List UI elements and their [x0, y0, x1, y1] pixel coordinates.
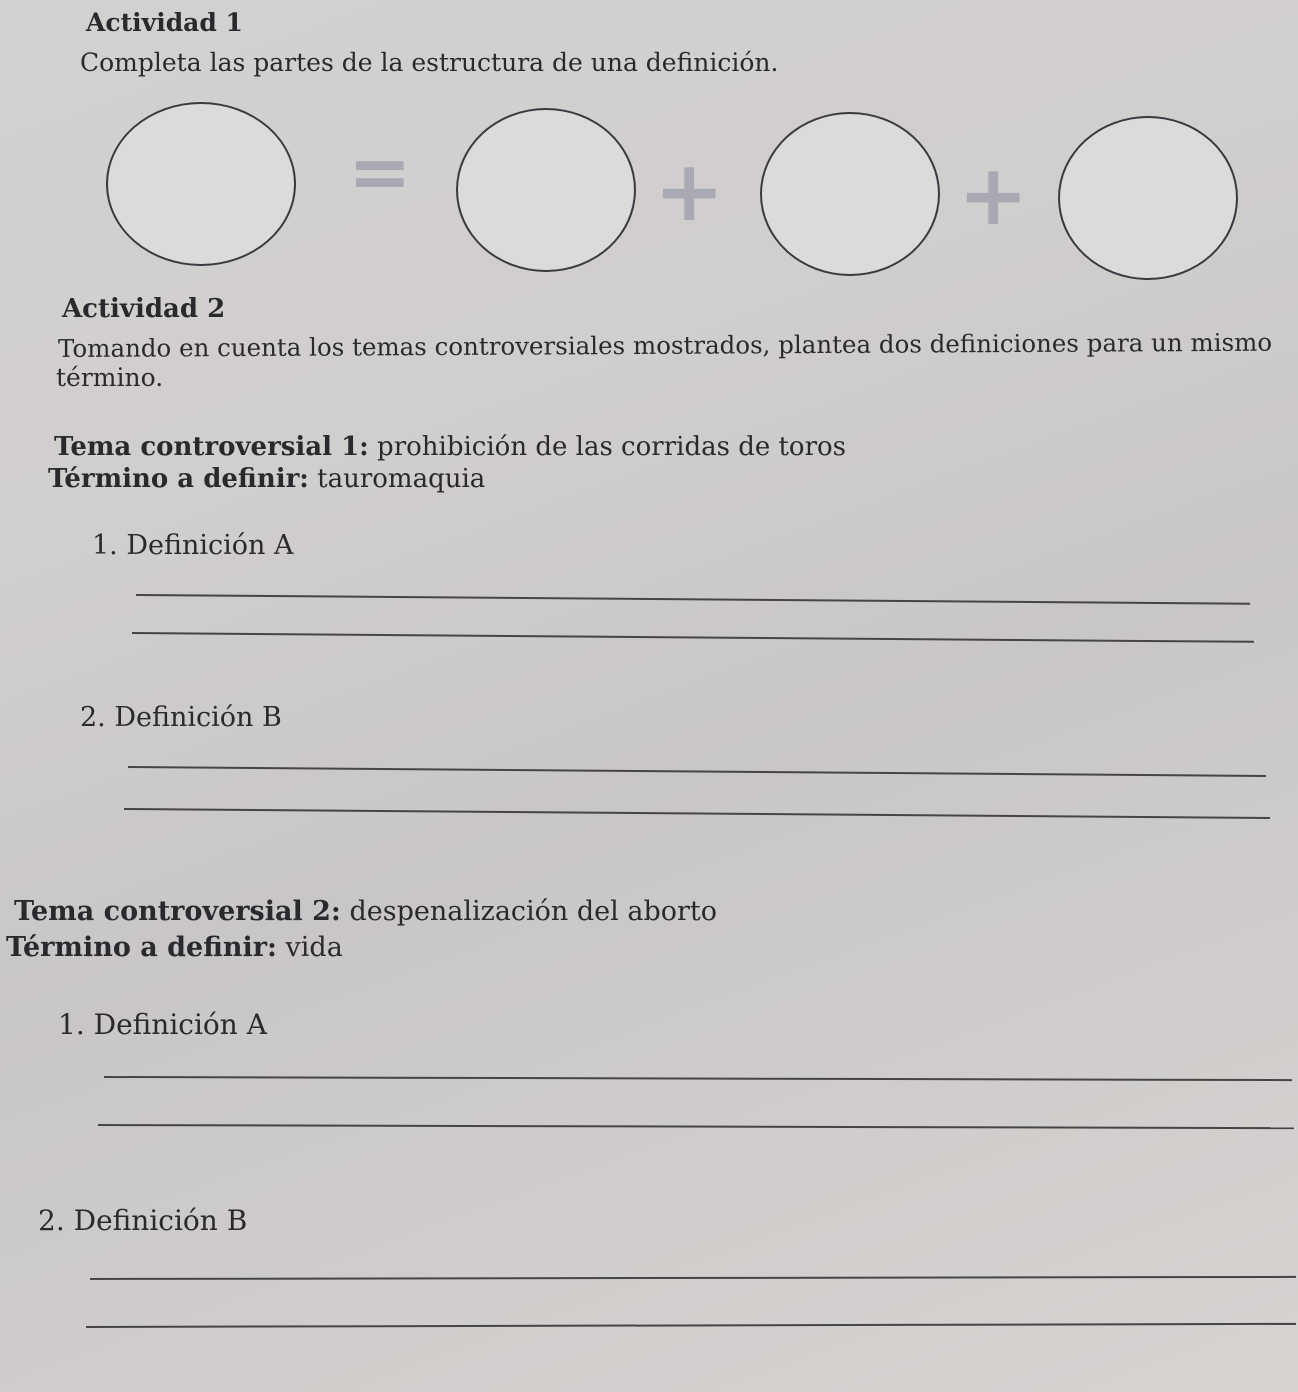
topic1-definition-a-label: 1. Definición A: [92, 530, 294, 561]
topic1-definition-b-label: 2. Definición B: [80, 702, 282, 733]
topic2-term: [6, 932, 343, 963]
topic1-value: prohibición de las corridas de toros: [368, 432, 847, 462]
plus-sign-1: +: [654, 142, 725, 240]
activity1-instruction: Completa las partes de la estructura de una definición.: [80, 48, 779, 77]
equals-sign: =: [348, 127, 412, 216]
activity2-instruction-line1: Tomando en cuenta los temas controversiales mostrados, plantea dos definiciones para un mismo: [57, 327, 1273, 363]
topic2-heading: [14, 896, 717, 927]
blank-circle-part3[interactable]: [1058, 116, 1238, 280]
topic2-value: despenalización del aborto: [340, 896, 718, 927]
activity1-title: Actividad 1: [86, 8, 243, 37]
activity2-instruction-line2: término.: [56, 363, 164, 392]
topic2-def-b-answer-line-1[interactable]: [90, 1276, 1296, 1280]
topic2-def-a-answer-line-2[interactable]: [98, 1124, 1294, 1129]
blank-circle-part2[interactable]: [760, 112, 940, 276]
topic1-term-value: tauromaquia: [308, 464, 486, 494]
topic1-def-a-answer-line-2[interactable]: [132, 632, 1254, 643]
topic2-def-b-answer-line-2[interactable]: [86, 1323, 1296, 1328]
topic1-term-label: Término a definir:: [48, 464, 309, 494]
topic2-definition-b-label: 2. Definición B: [38, 1204, 248, 1237]
topic1-def-b-answer-line-1[interactable]: [128, 766, 1266, 777]
topic1-heading: [54, 432, 846, 462]
activity2-title: Actividad 2: [62, 294, 226, 324]
topic2-term-label: Término a definir:: [6, 932, 277, 963]
blank-circle-term[interactable]: [106, 102, 296, 266]
topic1-def-a-answer-line-1[interactable]: [136, 594, 1250, 605]
topic1-term: [48, 464, 485, 494]
topic2-term-value: vida: [276, 932, 343, 963]
blank-circle-part1[interactable]: [456, 108, 636, 272]
topic2-def-a-answer-line-1[interactable]: [104, 1076, 1292, 1081]
topic2-definition-a-label: 1. Definición A: [58, 1008, 267, 1041]
topic1-def-b-answer-line-2[interactable]: [124, 808, 1270, 819]
topic2-label: Tema controversial 2:: [14, 896, 341, 927]
topic1-label: Tema controversial 1:: [54, 432, 369, 462]
plus-sign-2: +: [958, 146, 1029, 244]
